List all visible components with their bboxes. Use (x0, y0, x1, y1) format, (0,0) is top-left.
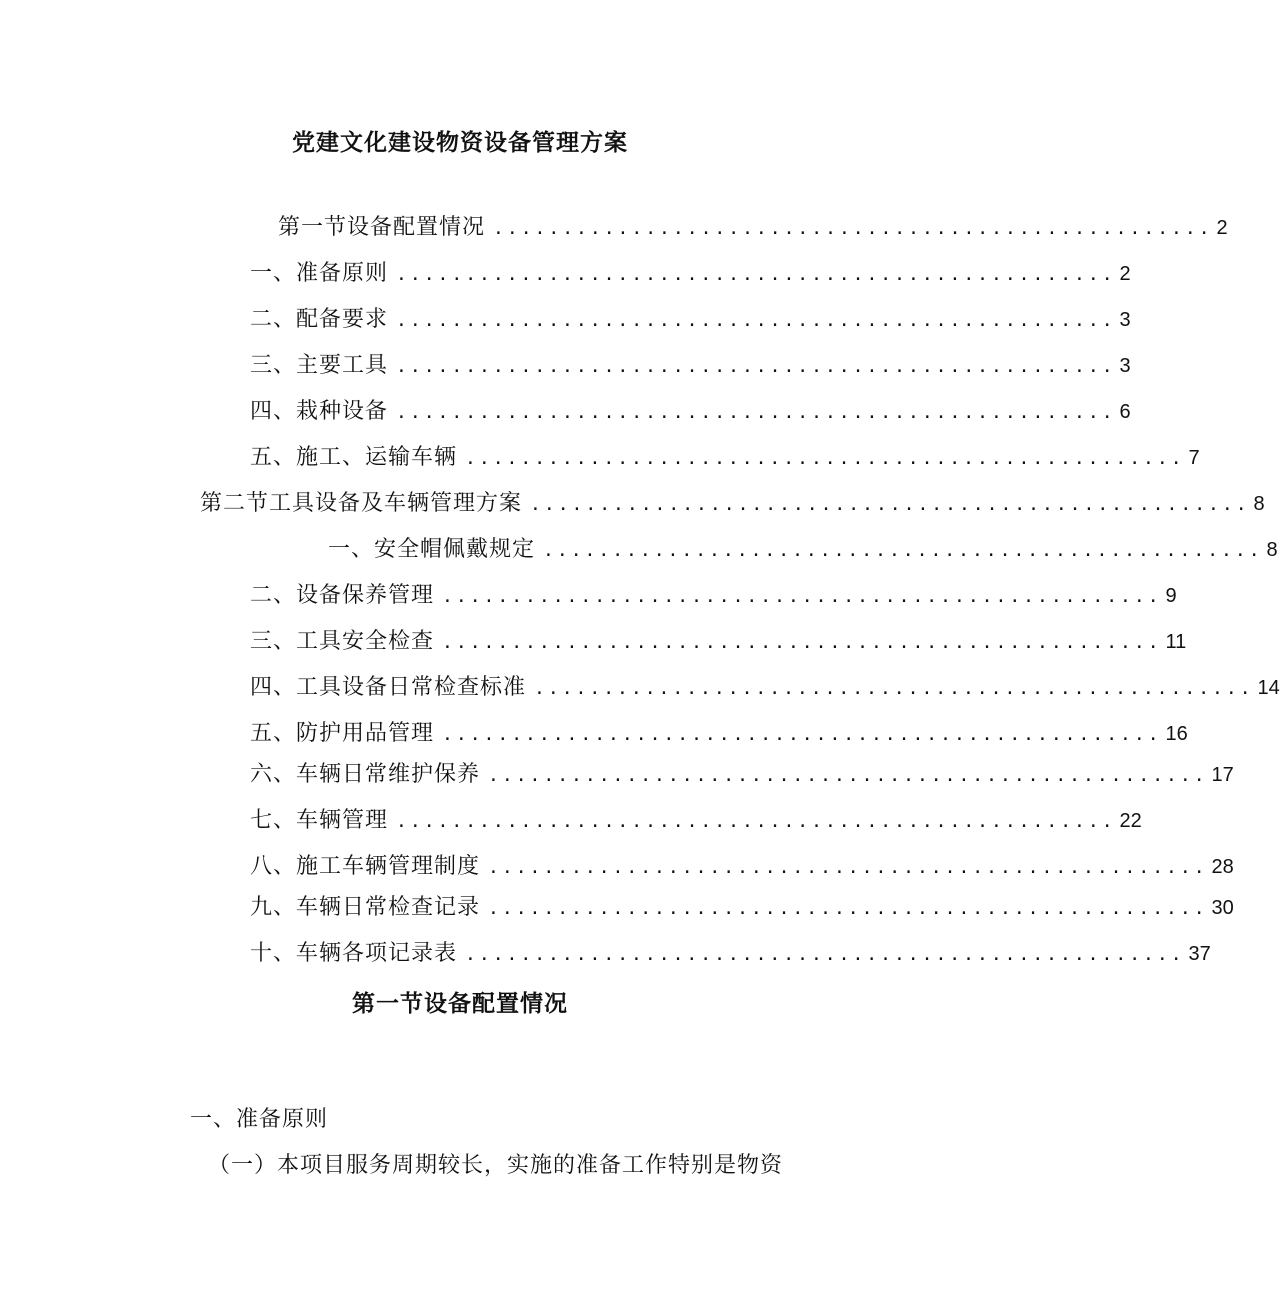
toc-dot-leader: .................................................... (396, 402, 1116, 423)
toc-entry[interactable] (250, 672, 1280, 704)
toc-entry-label: 四、栽种设备 (250, 399, 389, 424)
toc-entry-page: 22 (1119, 810, 1142, 832)
toc-entry[interactable] (250, 718, 1188, 750)
toc-entry-label: 九、车辆日常检查记录 (250, 895, 481, 920)
toc-dot-leader: .................................................... (396, 356, 1116, 377)
toc-dot-leader: .................................................... (534, 678, 1254, 699)
toc-entry-page: 14 (1257, 677, 1280, 699)
toc-entry-page: 3 (1119, 309, 1131, 331)
toc-entry[interactable] (328, 534, 1278, 566)
toc-entry-label: 三、主要工具 (250, 353, 389, 378)
toc-entry[interactable] (250, 396, 1131, 428)
toc-entry[interactable] (250, 442, 1200, 474)
toc-entry-label: 第二节工具设备及车辆管理方案 (200, 491, 523, 516)
toc-entry-page: 37 (1188, 943, 1211, 965)
toc-entry-page: 11 (1165, 631, 1187, 653)
toc-dot-leader: .................................................... (396, 264, 1116, 285)
toc-dot-leader: .................................................... (488, 765, 1208, 786)
toc-entry-page: 3 (1119, 355, 1131, 377)
toc-entry[interactable] (250, 892, 1234, 924)
toc-entry[interactable] (250, 626, 1187, 658)
toc-entry-page: 7 (1188, 447, 1200, 469)
toc-entry-label: 二、设备保养管理 (250, 583, 435, 608)
toc-entry-label: 二、配备要求 (250, 307, 389, 332)
toc-entry[interactable] (250, 805, 1142, 837)
section-heading: 第一节设备配置情况 (352, 990, 568, 1017)
toc-dot-leader: .................................................... (442, 586, 1162, 607)
toc-entry[interactable] (250, 350, 1131, 382)
body-paragraph: （一）本项目服务周期较长，实施的准备工作特别是物资 (208, 1153, 784, 1178)
toc-entry-label: 七、车辆管理 (250, 808, 389, 833)
toc-entry-label: 五、施工、运输车辆 (250, 445, 458, 470)
document-title: 党建文化建设物资设备管理方案 (292, 129, 628, 156)
toc-dot-leader: .................................................... (396, 811, 1116, 832)
toc-entry-label: 八、施工车辆管理制度 (250, 854, 481, 879)
toc-entry[interactable] (250, 759, 1234, 791)
toc-entry-page: 16 (1165, 723, 1188, 745)
toc-entry-page: 8 (1266, 539, 1278, 561)
toc-entry-page: 8 (1253, 493, 1265, 515)
toc-dot-leader: .................................................... (442, 724, 1162, 745)
toc-entry[interactable] (250, 851, 1234, 883)
toc-entry[interactable] (250, 580, 1177, 612)
toc-entry-label: 三、工具安全检查 (250, 629, 435, 654)
toc-entry-label: 一、安全帽佩戴规定 (328, 537, 536, 562)
toc-entry-page: 2 (1216, 217, 1228, 239)
toc-entry-label: 四、工具设备日常检查标准 (250, 675, 527, 700)
toc-entry-page: 17 (1211, 764, 1234, 786)
toc-entry-page: 28 (1211, 856, 1234, 878)
toc-entry-label: 第一节设备配置情况 (278, 215, 486, 240)
toc-entry-page: 2 (1119, 263, 1131, 285)
subsection-heading: 一、准备原则 (190, 1107, 329, 1132)
toc-entry-page: 9 (1165, 585, 1177, 607)
toc-entry-label: 五、防护用品管理 (250, 721, 435, 746)
toc-dot-leader: .................................................... (543, 540, 1263, 561)
toc-dot-leader: .................................................... (465, 448, 1185, 469)
toc-dot-leader: .................................................... (396, 310, 1116, 331)
toc-entry-label: 十、车辆各项记录表 (250, 941, 458, 966)
toc-entry[interactable] (250, 258, 1131, 290)
toc-dot-leader: .................................................... (488, 857, 1208, 878)
toc-dot-leader: .................................................... (493, 218, 1213, 239)
toc-dot-leader: .................................................... (465, 944, 1185, 965)
toc-entry[interactable] (250, 304, 1131, 336)
toc-entry-page: 6 (1119, 401, 1131, 423)
toc-entry[interactable] (250, 938, 1211, 970)
toc-dot-leader: .................................................... (488, 898, 1208, 919)
toc-dot-leader: .................................................... (530, 494, 1250, 515)
toc-dot-leader: .................................................... (442, 632, 1162, 653)
toc-entry[interactable] (278, 212, 1228, 244)
toc-entry-page: 30 (1211, 897, 1234, 919)
toc-entry-label: 一、准备原则 (250, 261, 389, 286)
toc-entry-label: 六、车辆日常维护保养 (250, 762, 481, 787)
toc-entry[interactable] (200, 488, 1265, 520)
